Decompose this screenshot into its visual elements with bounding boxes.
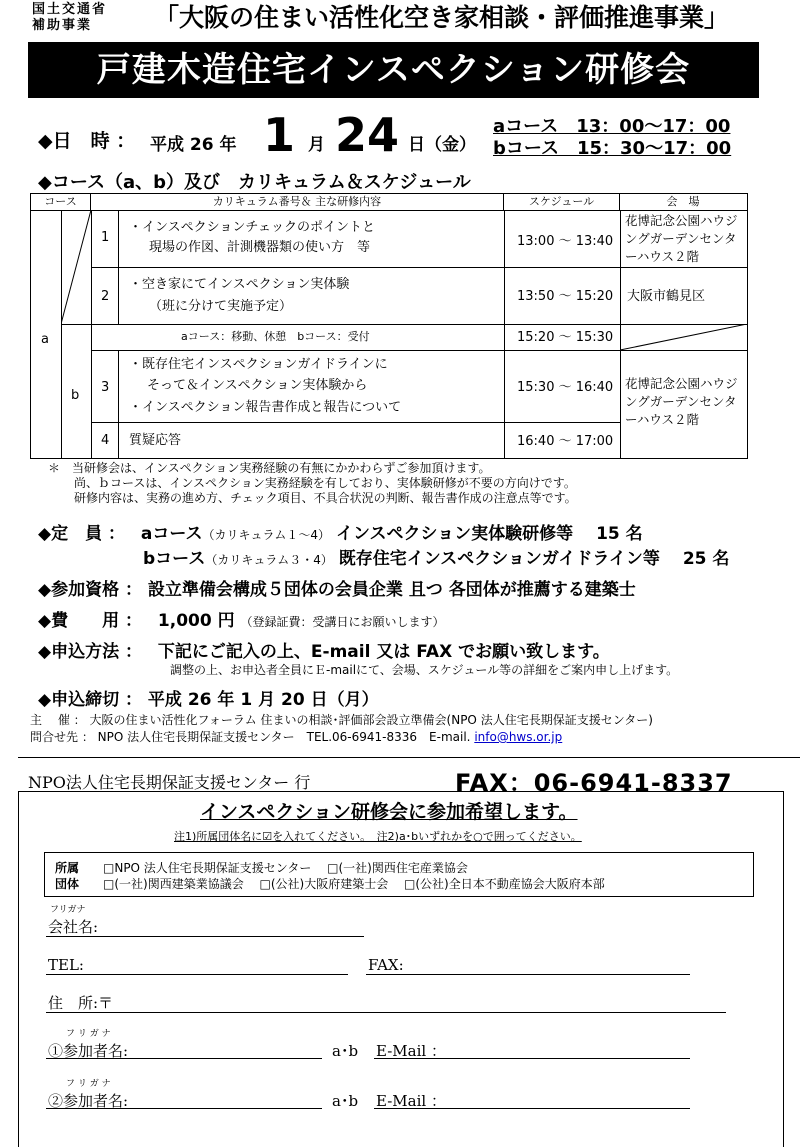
capacity-label: ◆定 員 ： <box>38 524 125 544</box>
address-label: 住 所:〒 <box>48 994 114 1012</box>
sponsor-line-1: 国土交通省 <box>32 2 108 17</box>
project-title: 「大阪の住まい活性化空き家相談・評価推進事業」 <box>154 3 730 32</box>
row-1-content-1: ・インスペクションチェックのポイントと <box>129 220 375 235</box>
divider <box>31 210 747 211</box>
contact-text: 問合せ先 ： NPO 法人住宅長期保証支援センター TEL.06-6941-8336 E-mail. <box>30 730 471 744</box>
tel-label: TEL: <box>48 956 84 974</box>
company-field[interactable] <box>46 936 364 937</box>
participant-2-email-label: E-Mail ： <box>376 1092 446 1110</box>
course-b-label: b <box>71 388 80 403</box>
row-1-no: 1 <box>101 230 110 245</box>
fee-amount: 1,000 円 <box>157 611 235 631</box>
org-label-1: 所属 <box>55 861 80 875</box>
transition-time: 15:20 ～ 15:30 <box>517 330 614 345</box>
schedule-table <box>30 193 748 459</box>
date-section <box>38 108 758 162</box>
capacity-a <box>38 519 643 544</box>
org-options-1[interactable]: □NPO 法人住宅長期保証支援センター □(一社)関西住宅産業協会 <box>103 861 468 875</box>
note-line: 尚、ｂコースは、インスペクション実務経験を有しており、実体験研修が不要の方向けです。 <box>74 476 576 490</box>
participant-2-label: ②参加者名: <box>48 1092 129 1110</box>
row-3-venue: 花博記念公園ハウジングガーデンセンターハウス２階 <box>625 376 738 427</box>
row-1-time: 13:00 ～ 13:40 <box>517 234 614 249</box>
course-a-label: a <box>41 332 49 347</box>
row-3-time: 15:30 ～ 16:40 <box>517 380 614 395</box>
apply-method <box>38 637 610 662</box>
contact <box>30 729 653 746</box>
row-2-content-2: （班に分けて実施予定） <box>149 299 293 314</box>
date-day: 24 <box>335 108 400 162</box>
capacity-a-curriculum: （カリキュラム１～4） <box>202 528 331 542</box>
apply-label: ◆申込方法 ： <box>38 642 142 662</box>
furigana-label: フリガナ <box>50 905 86 915</box>
furigana-label: フ リ ガ ナ <box>66 1029 111 1039</box>
date-month-unit: 月 <box>308 135 325 155</box>
organizer: 主 催 ： 大阪の住まい活性化フォーラム 住まいの相談･評価部会設立準備会(NPO 法人住宅長期保証支援センター) <box>30 713 653 727</box>
notes <box>48 461 577 506</box>
tel-field[interactable] <box>46 974 348 975</box>
participant-2-email-field[interactable] <box>374 1108 690 1109</box>
org-options-2[interactable]: □(一社)関西建築業協議会 □(公社)大阪府建築士会 □(公社)全日本不動産協会大阪府本部 <box>103 877 605 891</box>
divider <box>91 267 747 268</box>
participant-1-email-label: E-Mail ： <box>376 1042 446 1060</box>
fax-label: FAX: <box>368 956 404 974</box>
note-line: 研修内容は、実務の進め方、チェック項目、不具合状況の判断、報告書作成の注意点等です。 <box>74 491 577 505</box>
company-label: 会社名: <box>48 918 99 936</box>
fax-field[interactable] <box>366 974 690 975</box>
divider <box>504 210 505 458</box>
date-label: ◆日 時 ： <box>38 130 136 152</box>
send-to: NPO法人住宅長期保証支援センター 行 <box>28 773 311 792</box>
fee <box>38 606 445 631</box>
row-4-no: 4 <box>101 433 110 448</box>
apply-text: 下記にご記入の上、E-mail 又は FAX でお願い致します。 <box>157 642 610 662</box>
date-day-unit: 日（金） <box>408 135 476 155</box>
eligibility: ◆参加資格 ： 設立準備会構成５団体の会員企業 且つ 各団体が推薦する建築士 <box>38 580 636 600</box>
sponsor-label <box>32 2 150 34</box>
capacity-a-course: aコース <box>140 524 203 544</box>
fee-label: ◆費 用 ： <box>38 611 142 631</box>
divider <box>91 422 620 423</box>
note-line: ＊ 当研修会は、インスペクション実務経験の有無にかかわらずご参加頂けます。 <box>48 461 491 475</box>
sponsor-line-2: 補助事業 <box>32 18 93 33</box>
capacity-b-curriculum: （カリキュラム３・4） <box>205 553 333 567</box>
row-2-content-1: ・空き家にてインスペクション実体験 <box>129 277 350 292</box>
header-course: コース <box>31 194 91 210</box>
divider <box>91 350 747 351</box>
header-content: カリキュラム番号＆ 主な研修内容 <box>91 194 504 210</box>
apply-note: 調整の上、お申込者全員にＥ-mailにて、会場、スケジュール等の詳細をご案内申し上げます。 <box>170 663 679 677</box>
row-4-time: 16:40 ～ 17:00 <box>517 434 614 449</box>
divider <box>91 210 92 458</box>
row-1-content-2: 現場の作図、計測機器類の使い方 等 <box>149 240 371 255</box>
participant-1-course[interactable]: a･b <box>332 1042 359 1060</box>
row-1-venue: 花博記念公園ハウジングガーデンセンターハウス２階 <box>625 213 738 264</box>
row-3-content-2: そって＆インスペクション実体験から <box>147 378 368 393</box>
row-4-content: 質疑応答 <box>129 433 182 448</box>
row-3-content-3: ・インスペクション報告書作成と報告について <box>129 400 402 415</box>
divider <box>18 757 800 758</box>
curriculum-heading: ◆コース（a、b）及び カリキュラム＆スケジュール <box>38 172 471 193</box>
form-title: インスペクション研修会に参加希望します。 <box>200 801 578 823</box>
capacity-b <box>143 544 729 569</box>
participant-1-field[interactable] <box>46 1058 322 1059</box>
capacity-a-desc: インスペクション実体験研修等 15 名 <box>336 524 643 544</box>
furigana-label: フ リ ガ ナ <box>66 1079 111 1089</box>
participant-1-email-field[interactable] <box>374 1058 690 1059</box>
header-venue: 会 場 <box>666 195 700 208</box>
participant-2-field[interactable] <box>46 1108 322 1109</box>
email-link[interactable]: info@hws.or.jp <box>474 730 563 744</box>
participant-1-label: ①参加者名: <box>48 1042 129 1060</box>
course-times <box>493 116 731 160</box>
capacity-b-course: bコース <box>143 549 206 569</box>
transition-content: aコース：移動、休憩 bコース：受付 <box>181 330 370 343</box>
date-month: 1 <box>263 108 296 162</box>
footer-info <box>30 712 653 746</box>
divider <box>118 350 119 458</box>
date-era: 平成 26 年 <box>150 135 237 155</box>
fax-number: FAX：06-6941-8337 <box>455 769 733 797</box>
course-b-time: bコース 15：30～17：00 <box>493 138 732 159</box>
row-2-no: 2 <box>101 289 110 304</box>
header-schedule: スケジュール <box>504 194 620 210</box>
fee-note: （登録証費：受講日にお願いします） <box>240 615 445 629</box>
page-title: 戸建木造住宅インスペクション研修会 <box>28 42 759 98</box>
row-3-no: 3 <box>101 380 110 395</box>
address-field[interactable] <box>46 1012 726 1013</box>
participant-2-course[interactable]: a･b <box>332 1092 359 1110</box>
deadline: ◆申込締切 ： 平成 26 年 1 月 20 日（月） <box>38 690 379 710</box>
row-2-venue: 大阪市鶴見区 <box>627 289 706 304</box>
form-note: 注1)所属団体名に☑を入れてください。 注2)a･bいずれかを○で囲ってください。 <box>174 830 582 843</box>
row-2-time: 13:50 ～ 15:20 <box>517 289 614 304</box>
course-a-time: aコース 13：00～17：00 <box>493 116 731 137</box>
row-3-content-1: ・既存住宅インスペクションガイドラインに <box>129 357 388 372</box>
diagonal-slash <box>61 210 91 324</box>
org-label-2: 団体 <box>55 877 80 891</box>
capacity-b-desc: 既存住宅インスペクションガイドライン等 25 名 <box>338 549 730 569</box>
diagonal-slash <box>620 324 747 350</box>
organization-box <box>44 852 754 897</box>
